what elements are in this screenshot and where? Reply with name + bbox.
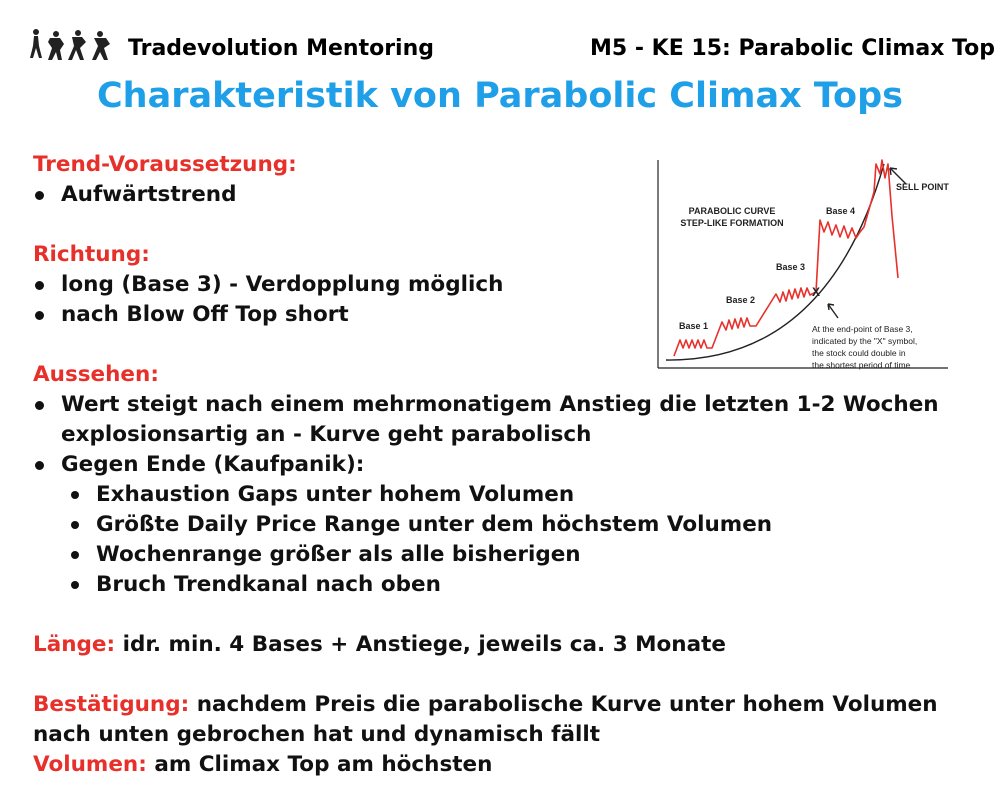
arrow-icon bbox=[828, 304, 838, 318]
direction-label: Richtung: bbox=[33, 242, 150, 267]
appearance-sub-item: Bruch Trendkanal nach oben bbox=[33, 570, 973, 600]
confirmation-row bbox=[33, 690, 973, 750]
note-line: the stock could double in bbox=[812, 348, 906, 358]
volume-text: am Climax Top am höchsten bbox=[154, 752, 493, 777]
header bbox=[30, 28, 995, 72]
length-text: idr. min. 4 Bases + Anstiege, jeweils ca. 3 Monate bbox=[122, 632, 726, 657]
module-title: M5 - KE 15: Parabolic Climax Top bbox=[590, 36, 995, 61]
base-label: Base 4 bbox=[826, 206, 856, 216]
logo-figures-icon bbox=[30, 28, 112, 62]
diagram-title: PARABOLIC CURVE bbox=[688, 206, 776, 216]
direction-item: nach Blow Off Top short bbox=[33, 300, 973, 330]
parabolic-curve-diagram bbox=[652, 152, 962, 384]
length-row bbox=[33, 630, 973, 660]
confirmation-label: Bestätigung: bbox=[33, 692, 190, 717]
appearance-item: Wert steigt nach einem mehrmonatigem Anstieg die letzten 1-2 Wochen explosionsartig an - Kurve geht parabolisch bbox=[33, 390, 973, 450]
appearance-sub-item: Wochenrange größer als alle bisherigen bbox=[33, 540, 973, 570]
page-title: Charakteristik von Parabolic Climax Tops bbox=[96, 76, 903, 116]
base-label: Base 1 bbox=[679, 321, 709, 331]
note-line: indicated by the "X" symbol, bbox=[812, 336, 918, 346]
appearance-label: Aussehen: bbox=[33, 362, 159, 387]
sell-point-label: SELL POINT bbox=[896, 182, 949, 192]
note-line: the shortest period of time bbox=[812, 360, 911, 370]
confirmation-text: nachdem Preis die parabolische Kurve unter hohem Volumen nach unten gebrochen hat und dynamisch fällt bbox=[33, 692, 938, 747]
length-label: Länge: bbox=[33, 632, 116, 657]
direction-item: long (Base 3) - Verdopplung möglich bbox=[33, 270, 973, 300]
appearance-item: Gegen Ende (Kaufpanik): bbox=[33, 450, 973, 480]
trend-item: Aufwärtstrend bbox=[33, 180, 973, 210]
brand-name: Tradevolution Mentoring bbox=[128, 36, 435, 61]
appearance-sub-item: Exhaustion Gaps unter hohem Volumen bbox=[33, 480, 973, 510]
appearance-sub-item: Größte Daily Price Range unter dem höchstem Volumen bbox=[33, 510, 973, 540]
trend-label: Trend-Voraussetzung: bbox=[33, 152, 297, 177]
base-label: Base 2 bbox=[726, 295, 756, 305]
x-marker: X bbox=[812, 285, 821, 299]
note-line: At the end-point of Base 3, bbox=[812, 324, 913, 334]
volume-label: Volumen: bbox=[33, 752, 147, 777]
base-label: Base 3 bbox=[776, 262, 806, 272]
volume-row bbox=[33, 750, 973, 780]
diagram-title: STEP-LIKE FORMATION bbox=[680, 218, 784, 228]
